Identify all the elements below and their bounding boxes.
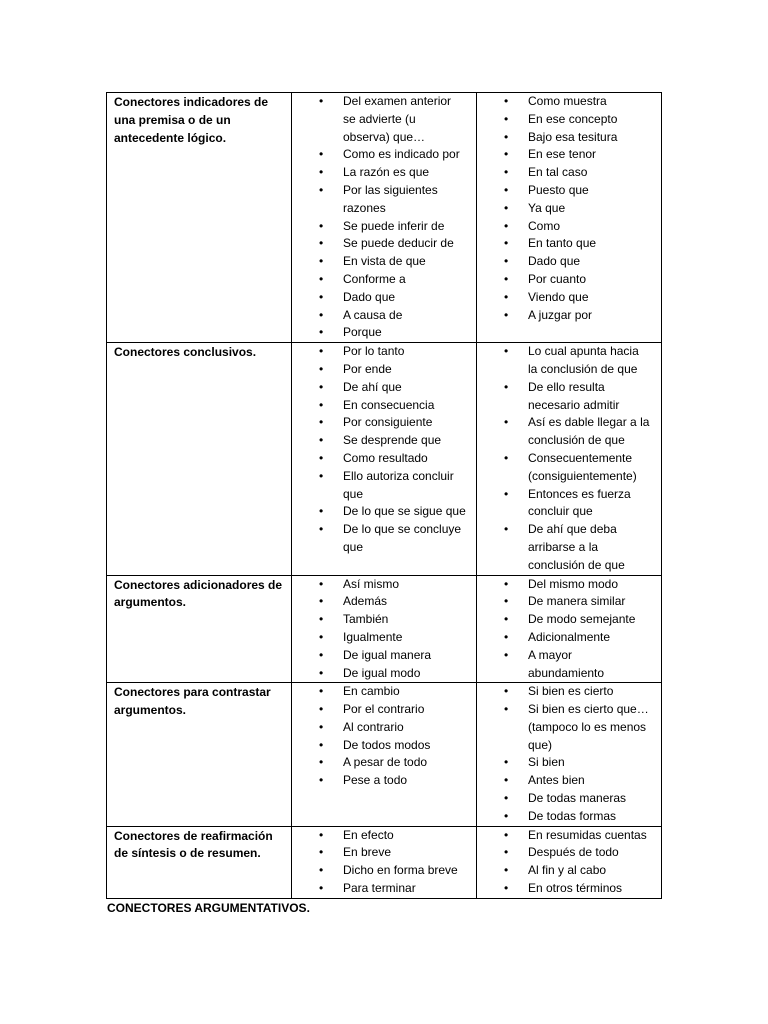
bullet-icon: • — [319, 629, 324, 644]
bullet-icon: • — [504, 147, 509, 162]
list-item — [477, 379, 659, 415]
list-item — [292, 629, 474, 647]
connector-text: Se puede deducir de — [343, 236, 454, 251]
bullet-icon: • — [319, 702, 324, 717]
connector-list — [292, 576, 476, 683]
connector-list — [477, 576, 661, 683]
connectors-cell-primary — [292, 575, 477, 683]
connector-text: Además — [343, 594, 388, 609]
bullet-icon: • — [319, 773, 324, 788]
table-row — [107, 93, 662, 343]
list-item — [477, 450, 659, 486]
bullet-icon: • — [319, 522, 324, 537]
connector-text: Consecuentemente (consiguientemente) — [528, 450, 637, 483]
list-item — [292, 719, 474, 737]
list-item — [292, 307, 474, 325]
connector-text: Como resultado — [343, 450, 428, 465]
connector-text: Se puede inferir de — [343, 218, 445, 233]
list-item — [292, 880, 474, 898]
connector-text: Entonces es fuerza concluir que — [528, 486, 631, 519]
bullet-icon: • — [319, 433, 324, 448]
list-item — [292, 146, 474, 164]
connector-list — [292, 827, 476, 898]
list-item — [477, 289, 659, 307]
category-label: Conectores conclusivos. — [114, 345, 257, 360]
bullet-icon: • — [504, 594, 509, 609]
connector-text: A mayor abundamiento — [528, 647, 605, 680]
list-item — [477, 808, 659, 826]
bullet-icon: • — [319, 254, 324, 269]
list-item — [292, 324, 474, 342]
bullet-icon: • — [319, 94, 324, 108]
bullet-icon: • — [319, 845, 324, 860]
list-item — [292, 93, 474, 146]
bullet-icon: • — [504, 845, 509, 860]
table-row — [107, 575, 662, 683]
connectors-cell-secondary — [477, 575, 662, 683]
bullet-icon: • — [504, 808, 509, 823]
bullet-icon: • — [319, 379, 324, 394]
list-item — [292, 683, 474, 701]
bullet-icon: • — [504, 702, 509, 717]
connector-text: De igual manera — [343, 647, 432, 662]
connector-text: Como — [528, 218, 561, 233]
list-item — [292, 235, 474, 253]
bullet-icon: • — [504, 612, 509, 627]
connector-text: Después de todo — [528, 845, 619, 860]
list-item — [292, 576, 474, 594]
list-item — [477, 414, 659, 450]
bullet-icon: • — [504, 629, 509, 644]
list-item — [292, 737, 474, 755]
category-cell — [107, 683, 292, 826]
bullet-icon: • — [319, 594, 324, 609]
connector-text: Por ende — [343, 361, 392, 376]
connector-text: De igual modo — [343, 665, 421, 680]
list-item — [477, 182, 659, 200]
connector-text: En breve — [343, 845, 392, 860]
connectors-cell-primary — [292, 683, 477, 826]
bullet-icon: • — [504, 773, 509, 788]
bullet-icon: • — [504, 647, 509, 662]
bullet-icon: • — [504, 863, 509, 878]
connector-text: Bajo esa tesitura — [528, 129, 618, 144]
connector-text: La razón es que — [343, 165, 430, 180]
list-item — [292, 862, 474, 880]
connector-text: De todas maneras — [528, 791, 627, 806]
connector-text: Como muestra — [528, 94, 607, 108]
table-row — [107, 343, 662, 575]
list-item — [292, 379, 474, 397]
bullet-icon: • — [504, 791, 509, 806]
list-item — [477, 200, 659, 218]
connector-list — [477, 343, 661, 574]
list-item — [477, 647, 659, 683]
connector-text: De todas formas — [528, 808, 617, 823]
bullet-icon: • — [319, 218, 324, 233]
category-label: Conectores adicionadores de argumentos. — [114, 577, 283, 610]
list-item — [292, 503, 474, 521]
connector-text: Lo cual apunta hacia la conclusión de que — [528, 344, 639, 376]
connectors-cell-primary — [292, 93, 477, 343]
list-item — [477, 683, 659, 701]
category-cell — [107, 343, 292, 575]
list-item — [292, 414, 474, 432]
bullet-icon: • — [319, 647, 324, 662]
table-row — [107, 826, 662, 898]
list-item — [477, 576, 659, 594]
connector-text: De lo que se concluye que — [343, 522, 462, 554]
connector-text: En otros términos — [528, 881, 623, 896]
list-item — [477, 253, 659, 271]
bullet-icon: • — [319, 863, 324, 878]
connector-text: Del mismo modo — [528, 576, 619, 591]
bullet-icon: • — [319, 147, 324, 162]
list-item — [292, 343, 474, 361]
bullet-icon: • — [504, 271, 509, 286]
connector-text: Por lo tanto — [343, 344, 405, 359]
connector-list — [477, 683, 661, 825]
bullet-icon: • — [319, 397, 324, 412]
connector-text: De manera similar — [528, 594, 626, 609]
bullet-icon: • — [319, 182, 324, 197]
list-item — [292, 450, 474, 468]
list-item — [477, 593, 659, 611]
list-item — [477, 343, 659, 379]
connector-text: En ese tenor — [528, 147, 597, 162]
bullet-icon: • — [504, 379, 509, 394]
list-item — [292, 468, 474, 504]
bullet-icon: • — [319, 468, 324, 483]
list-item — [477, 827, 659, 845]
connector-text: Para terminar — [343, 881, 416, 896]
table-row — [107, 683, 662, 826]
connector-text: En ese concepto — [528, 111, 618, 126]
bullet-icon: • — [504, 182, 509, 197]
list-item — [477, 486, 659, 522]
bullet-icon: • — [504, 218, 509, 233]
list-item — [292, 521, 474, 557]
list-item — [477, 93, 659, 111]
list-item — [477, 129, 659, 147]
bullet-icon: • — [504, 200, 509, 215]
connector-text: En resumidas cuentas — [528, 827, 647, 842]
bullet-icon: • — [319, 881, 324, 896]
connector-text: En cambio — [343, 684, 400, 699]
bullet-icon: • — [504, 827, 509, 842]
connector-text: Antes bien — [528, 773, 585, 788]
connector-text: Por el contrario — [343, 702, 425, 717]
connector-text: A juzgar por — [528, 307, 593, 322]
category-label: Conectores indicadores de una premisa o de un antecedente lógico. — [114, 95, 269, 145]
connector-text: Así es dable llegar a la conclusión de que — [528, 415, 650, 448]
bullet-icon: • — [504, 111, 509, 126]
bullet-icon: • — [319, 737, 324, 752]
list-item — [477, 611, 659, 629]
category-cell — [107, 826, 292, 898]
bullet-icon: • — [319, 719, 324, 734]
bullet-icon: • — [504, 415, 509, 430]
connector-text: De ello resulta necesario admitir — [528, 379, 620, 412]
connector-text: En tanto que — [528, 236, 597, 251]
connector-text: En efecto — [343, 827, 394, 842]
connector-text: Si bien es cierto — [528, 684, 614, 699]
connectors-cell-primary — [292, 343, 477, 575]
category-label: Conectores para contrastar argumentos. — [114, 685, 271, 718]
connector-text: Así mismo — [343, 576, 400, 591]
bullet-icon: • — [504, 881, 509, 896]
bullet-icon: • — [319, 504, 324, 519]
connectors-cell-secondary — [477, 343, 662, 575]
connector-text: Al contrario — [343, 719, 404, 734]
connector-text: También — [343, 612, 389, 627]
list-item — [477, 790, 659, 808]
bullet-icon: • — [504, 522, 509, 537]
bullet-icon: • — [504, 129, 509, 144]
list-item — [292, 844, 474, 862]
list-item — [477, 164, 659, 182]
list-item — [292, 218, 474, 236]
document-title: CONECTORES ARGUMENTATIVOS. — [107, 901, 310, 915]
bullet-icon: • — [319, 827, 324, 842]
bullet-icon: • — [319, 684, 324, 699]
list-item — [292, 611, 474, 629]
list-item — [292, 164, 474, 182]
connector-text: Pese a todo — [343, 773, 408, 788]
connector-text: De ahí que deba arribarse a la conclusión de que — [528, 522, 625, 572]
connector-list — [477, 827, 661, 898]
bullet-icon: • — [319, 612, 324, 627]
list-item — [292, 701, 474, 719]
bullet-icon: • — [319, 665, 324, 680]
list-item — [477, 271, 659, 289]
connector-text: Dado que — [343, 289, 396, 304]
connector-text: Dado que — [528, 254, 581, 269]
list-item — [292, 827, 474, 845]
bullet-icon: • — [319, 325, 324, 340]
bullet-icon: • — [504, 289, 509, 304]
bullet-icon: • — [504, 576, 509, 591]
list-item — [477, 235, 659, 253]
connector-text: De modo semejante — [528, 612, 636, 627]
list-item — [292, 593, 474, 611]
list-item — [477, 862, 659, 880]
list-item — [477, 701, 659, 754]
bullet-icon: • — [504, 94, 509, 108]
connector-list — [477, 93, 661, 324]
bullet-icon: • — [319, 344, 324, 359]
bullet-icon: • — [504, 307, 509, 322]
bullet-icon: • — [504, 254, 509, 269]
connector-text: Viendo que — [528, 289, 589, 304]
list-item — [292, 754, 474, 772]
connector-list — [292, 93, 476, 342]
bullet-icon: • — [504, 486, 509, 501]
list-item — [292, 271, 474, 289]
connector-text: Por las siguientes razones — [343, 182, 438, 215]
list-item — [477, 521, 659, 574]
connector-text: Por consiguiente — [343, 415, 433, 430]
bullet-icon: • — [319, 289, 324, 304]
connectors-cell-secondary — [477, 93, 662, 343]
bullet-icon: • — [504, 755, 509, 770]
connector-text: Porque — [343, 325, 382, 340]
list-item — [292, 647, 474, 665]
bullet-icon: • — [319, 415, 324, 430]
list-item — [292, 361, 474, 379]
connector-text: Ya que — [528, 200, 566, 215]
connector-text: Si bien — [528, 755, 565, 770]
list-item — [477, 772, 659, 790]
connector-text: Ello autoriza concluir que — [343, 468, 454, 501]
connector-text: En vista de que — [343, 254, 426, 269]
list-item — [292, 289, 474, 307]
category-cell — [107, 575, 292, 683]
connector-text: Igualmente — [343, 629, 403, 644]
list-item — [477, 218, 659, 236]
bullet-icon: • — [319, 307, 324, 322]
bullet-icon: • — [319, 755, 324, 770]
connector-text: Como es indicado por — [343, 147, 460, 162]
connector-text: A causa de — [343, 307, 403, 322]
bullet-icon: • — [319, 165, 324, 180]
bullet-icon: • — [504, 165, 509, 180]
connector-text: Se desprende que — [343, 433, 442, 448]
bullet-icon: • — [319, 576, 324, 591]
connectors-table-body — [107, 93, 662, 899]
bullet-icon: • — [319, 450, 324, 465]
connector-text: De ahí que — [343, 379, 402, 394]
category-label: Conectores de reafirmación de síntesis o de resumen. — [114, 828, 273, 861]
connector-text: Del examen anterior se advierte (u observa) que… — [343, 94, 452, 144]
list-item — [292, 397, 474, 415]
list-item — [477, 754, 659, 772]
connector-text: Puesto que — [528, 182, 589, 197]
bullet-icon: • — [504, 684, 509, 699]
list-item — [292, 182, 474, 218]
connector-text: A pesar de todo — [343, 755, 428, 770]
list-item — [477, 146, 659, 164]
connector-text: Al fin y al cabo — [528, 863, 607, 878]
category-cell — [107, 93, 292, 343]
bullet-icon: • — [319, 271, 324, 286]
list-item — [477, 307, 659, 325]
bullet-icon: • — [319, 236, 324, 251]
list-item — [292, 665, 474, 683]
connectors-table — [106, 92, 662, 899]
bullet-icon: • — [504, 450, 509, 465]
connectors-cell-secondary — [477, 683, 662, 826]
list-item — [477, 844, 659, 862]
connector-list — [292, 683, 476, 790]
connector-list — [292, 343, 476, 557]
list-item — [477, 111, 659, 129]
connector-text: En tal caso — [528, 165, 588, 180]
list-item — [292, 432, 474, 450]
list-item — [292, 772, 474, 790]
bullet-icon: • — [319, 361, 324, 376]
list-item — [477, 629, 659, 647]
connector-text: Conforme a — [343, 271, 406, 286]
connector-text: Dicho en forma breve — [343, 863, 458, 878]
bullet-icon: • — [504, 344, 509, 359]
list-item — [292, 253, 474, 271]
list-item — [477, 880, 659, 898]
connector-text: En consecuencia — [343, 397, 435, 412]
connectors-cell-primary — [292, 826, 477, 898]
bullet-icon: • — [504, 236, 509, 251]
connector-text: Por cuanto — [528, 271, 587, 286]
connector-text: De todos modos — [343, 737, 431, 752]
connector-text: De lo que se sigue que — [343, 504, 466, 519]
connector-text: Si bien es cierto que… (tampoco lo es menos que) — [528, 702, 649, 752]
connector-text: Adicionalmente — [528, 629, 611, 644]
connectors-cell-secondary — [477, 826, 662, 898]
